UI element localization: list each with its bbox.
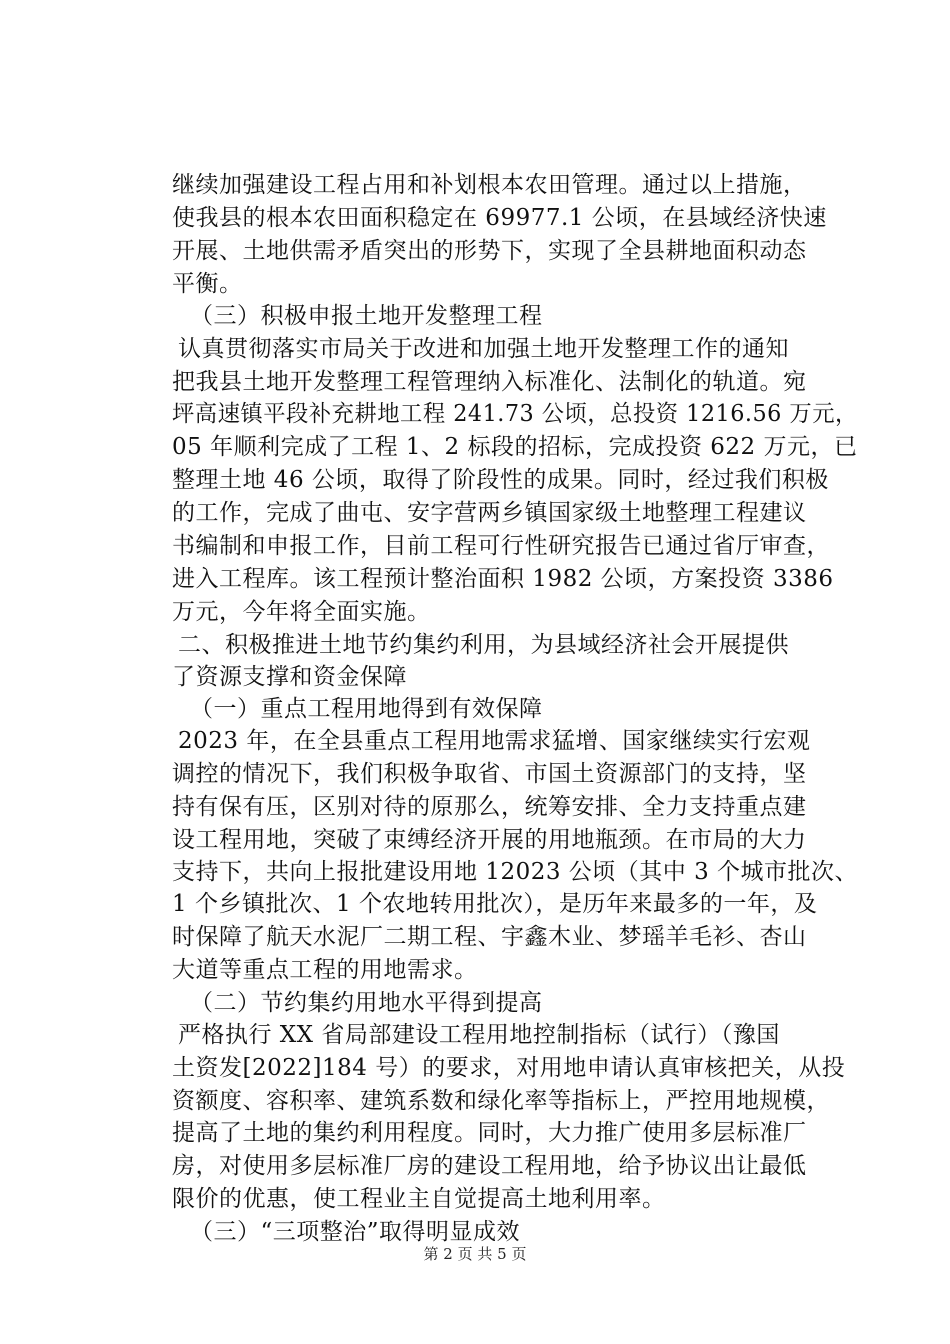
body-text-line: 继续加强建设工程占用和补划根本农田管理。通过以上措施， (172, 172, 807, 198)
paragraph-first-line: 严格执行 XX 省局部建设工程用地控制指标（试行）（豫国 (178, 1022, 780, 1048)
body-text-line: 时保障了航天水泥厂二期工程、宇鑫木业、梦瑶羊毛衫、杏山 (172, 924, 807, 950)
paragraph-first-line: 2023 年，在全县重点工程用地需求猛增、国家继续实行宏观 (178, 728, 811, 754)
body-text-line: 调控的情况下，我们积极争取省、市国土资源部门的支持，坚 (172, 761, 807, 787)
body-text-line: 提高了土地的集约利用程度。同时，大力推广使用多层标准厂 (172, 1120, 807, 1146)
body-text-line: 房，对使用多层标准厂房的建设工程用地，给予协议出让最低 (172, 1153, 807, 1179)
body-text-line: 资额度、容积率、建筑系数和绿化率等指标上，严控用地规模， (172, 1088, 830, 1114)
body-text-line: 持有保有压，区别对待的原那么，统筹安排、全力支持重点建 (172, 794, 807, 820)
body-text-line: 支持下，共向上报批建设用地 12023 公顷（其中 3 个城市批次、 (172, 859, 859, 885)
paragraph-first-line: 认真贯彻落实市局关于改进和加强土地开发整理工作的通知 (178, 336, 789, 362)
page-number-footer: 第 2 页 共 5 页 (423, 1245, 527, 1263)
body-text-line: 土资发[2022]184 号）的要求，对用地申请认真审核把关，从投 (172, 1055, 846, 1081)
body-text-line: 的工作，完成了曲屯、安字营两乡镇国家级土地整理工程建议 (172, 500, 807, 526)
section-heading: 了资源支撑和资金保障 (172, 664, 407, 690)
body-text-line: 平衡。 (172, 271, 243, 297)
body-text-line: 坪高速镇平段补充耕地工程 241.73 公顷，总投资 1216.56 万元， (172, 401, 858, 427)
body-text-line: 进入工程库。该工程预计整治面积 1982 公顷，方案投资 3386 (172, 566, 834, 592)
body-text-line: 使我县的根本农田面积稳定在 69977.1 公顷，在县域经济快速 (172, 205, 827, 231)
subsection-heading: （一）重点工程用地得到有效保障 (190, 696, 543, 722)
section-heading: （三）积极申报土地开发整理工程 (190, 303, 543, 329)
body-text-line: 05 年顺利完成了工程 1、2 标段的招标，完成投资 622 万元，已 (172, 434, 858, 460)
section-heading: 二、积极推进土地节约集约利用，为县域经济社会开展提供 (178, 632, 789, 658)
body-text-line: 把我县土地开发整理工程管理纳入标准化、法制化的轨道。宛 (172, 369, 807, 395)
subsection-heading: （二）节约集约用地水平得到提高 (190, 990, 543, 1016)
body-text-line: 大道等重点工程的用地需求。 (172, 957, 478, 983)
body-text-line: 设工程用地，突破了束缚经济开展的用地瓶颈。在市局的大力 (172, 827, 807, 853)
body-text-line: 书编制和申报工作，目前工程可行性研究报告已通过省厅审查， (172, 533, 830, 559)
body-text-line: 1 个乡镇批次、1 个农地转用批次），是历年来最多的一年，及 (172, 891, 818, 917)
body-text-line: 限价的优惠，使工程业主自觉提高土地利用率。 (172, 1186, 666, 1212)
body-text-line: 开展、土地供需矛盾突出的形势下，实现了全县耕地面积动态 (172, 238, 807, 264)
body-text-line: 整理土地 46 公顷，取得了阶段性的成果。同时，经过我们积极 (172, 467, 829, 493)
body-text-line: 万元，今年将全面实施。 (172, 599, 431, 625)
subsection-heading: （三）“三项整治”取得明显成效 (190, 1219, 521, 1245)
